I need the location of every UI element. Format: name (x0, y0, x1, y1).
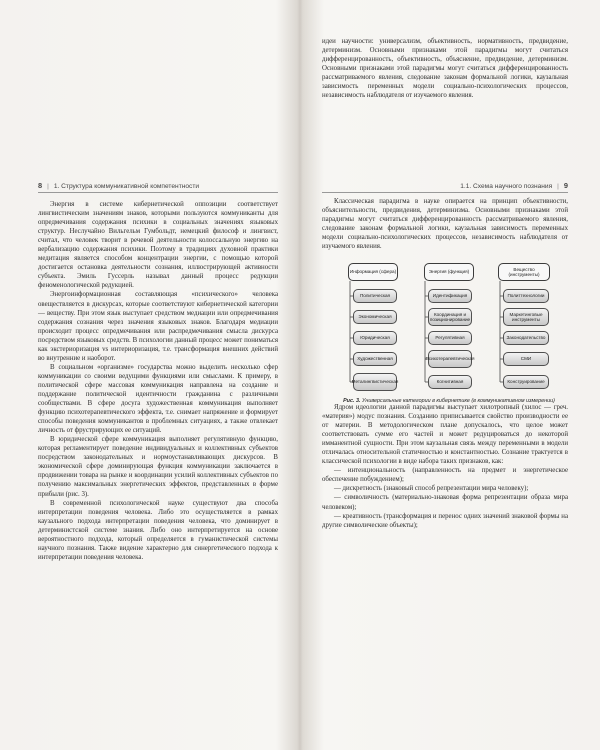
figure-node-coordination: Координация и позиционирование (428, 308, 472, 326)
running-head-left: 8 | 1. Структура коммуникативной компетентности (38, 180, 278, 193)
figure-node-construction: Конструирование (503, 375, 549, 389)
paragraph: идеи научности: универсализм, объективность, нормативность, предвидение, детерминизм. Основными признаками этой парадигмы могут считаться дифференцированность, объективность, объяснение, предвидение, детерминизм. Основными признаками этой парадигмы могут считаться дифференцированность рассматриваемого явления, следование законам формальной логики, каузальная зависимость переменных модели социально-психологических процессов, независимость наблюдателя от изучаемого явления. (322, 38, 568, 100)
right-lower-body (322, 403, 568, 530)
paragraph: Ядром идеологии данной парадигмы выступает хилотропный (хилос — греч. «материя») модус познания. Созданию приписывается свойство производности ее от материи. В методологическом плане допускалось, что целое может соответствовать сумме его частей и может редуцироваться до некоторой имманентной сущности. При этом каузальная связь между переменными в модели отличалась относительной статичностью и константностью. Сознание трактуется в классической психологии в виде набора таких признаков, как: (322, 404, 568, 466)
running-head-right: 1.1. Схема научного познания | 9 (322, 180, 568, 193)
figure-caption-label: Рис. 3. (343, 398, 361, 404)
figure-node-metalinguistic: Металингвистическая (353, 373, 397, 391)
figure-node-economic: Экономическая (353, 310, 397, 324)
figure-node-cognitive: Когнитивная (428, 375, 472, 389)
left-page-body (38, 200, 278, 562)
figure-header-energy: Энергия (функция) (424, 263, 474, 281)
right-mid-paragraph (322, 197, 568, 251)
figure-caption-text: Универсальные категории в кибернетике (в коммуникативном измерении) (361, 398, 555, 404)
list-item: — креативность (трансформация и перенос одних значений знаковой формы на другие символические объекты); (322, 512, 568, 529)
figure-universal-categories (340, 263, 558, 396)
paragraph: В юридической сфере коммуникация выполняет регулятивную функцию, которая регламентирует поведение индивидуальных и коллективных субъектов посредством законодательных и нормоустанавливающих дискурсов. В экономической сфере доминирующая функция коммуникации заключается в продвижении товара на рынке и координации усилий коллективных субъектов по получению максимальных энергетических эффектов, представленных в форме прибыли (рис. 3). (38, 436, 278, 498)
figure-node-psychotherapeutic: Психотерапевтическая (428, 350, 472, 368)
page-number-left: 8 (38, 181, 43, 190)
list-item: — дискретность (знаковый способ репрезентации мира человеку); (334, 485, 529, 493)
list-item: — интенциональность (направленность на предмет и энергетическое обеспечение побуждением); (322, 467, 568, 484)
figure-node-political: Политическая (353, 289, 397, 303)
figure-header-information: Информация (сфера) (348, 263, 398, 281)
feature-list (322, 466, 568, 529)
figure-node-polittech: Политтехнологии (503, 289, 549, 303)
paragraph: Энергия в системе кибернетической оппозиции соответствует лингвистическим значениям знаков, которыми пользуются коммуниканты для опредмечивания содержания психики в социальных значениях языковых структур. Неслучайно Вильгельм Гумбольдт, немецкий философ и лингвист, считал, что человек творит в речевой деятельности колоссальную энергию на вербализацию содержания психики. Поэтому в традициях духовной практики медитация является способом концентрации энергии, с помощью которой достигается остановка деятельности сознания, иллюстрирующей активности субъекта. Эмиль Гуссерль называл данный процесс редукции феноменологической редукцией. (38, 201, 278, 290)
running-head-title-right: 1.1. Схема научного познания (460, 183, 553, 190)
paragraph: В современной психологической науке существуют два способа интерпретации поведения человека. Либо это осуществляется в рамках каузального подхода интерпретации поведения человека, что доминирует в детерминистской системе знания. Либо оно интерпретируется на основе вероятностного подхода, который определяется в гуманистической системы научного познания. Также видение характерно для синергетического подхода к интерпретации поведения человека. (38, 499, 278, 561)
right-page (300, 0, 600, 750)
figure-node-legislation: Законодательство (503, 331, 549, 345)
figure-node-legal: Юридическая (353, 331, 397, 345)
paragraph: Классическая парадигма в науке опирается на принцип объективности, объяснительности, предвидения, детерминизма. Основными признаками этой парадигмы могут считаться дифференцированность рассматриваемого явления, следование законам формальной логики, каузальная зависимость переменных модели социально-психологических процессов, независимость наблюдателя от изучаемого явления. (322, 198, 568, 251)
paragraph: В социальном «организме» государства можно выделить несколько сфер коммуникации со своими ведущими функциями или смыслами. К примеру, в политической сфере массовая коммуникация направлена на создание и поддержание политической идентичности гражданина с различными сообществами. В сфере досуга художественная коммуникация выполняет функцию психотерапевтического эффекта, т.е. снимает напряжение и формирует способы поведения коммуникантов в проблемных ситуациях, а также отвлекает личность от фрустрирующих ее ситуаций. (38, 363, 278, 435)
running-head-title-left: 1. Структура коммуникативной компетентности (53, 183, 200, 190)
figure-node-media: СМИ (503, 352, 549, 366)
figure-header-substance: Вещество (инструменты) (498, 263, 550, 281)
figure-node-artistic: Художественная (353, 352, 397, 366)
figure-node-marketing: Маркетинговые инструменты (503, 308, 549, 326)
list-item: — символичность (материально-знаковая форма репрезентации образа мира человеком); (322, 494, 568, 511)
figure-node-identification: Идентификация (428, 289, 472, 303)
figure-node-regulative: Регулятивная (428, 331, 472, 345)
page-number-right: 9 (563, 181, 568, 190)
right-top-fragment (322, 37, 568, 100)
paragraph: Энергоинформационная составляющая «психического» человека овеществляется в дискурсах, которые соответствуют кибернетической категории — веществу. При этом язык выступает средством медиации или опредмечивания содержания сознания через значения языковых знаков. Благодаря медиации происходит процесс опредмечивания или распредмечивания смысла дискурса посредством языковых средств. В психологии данный процесс может пониматься как экстериоризация vs интериоризация, т.е. трансформация внешних действий во внутренние и наоборот. (38, 291, 278, 362)
